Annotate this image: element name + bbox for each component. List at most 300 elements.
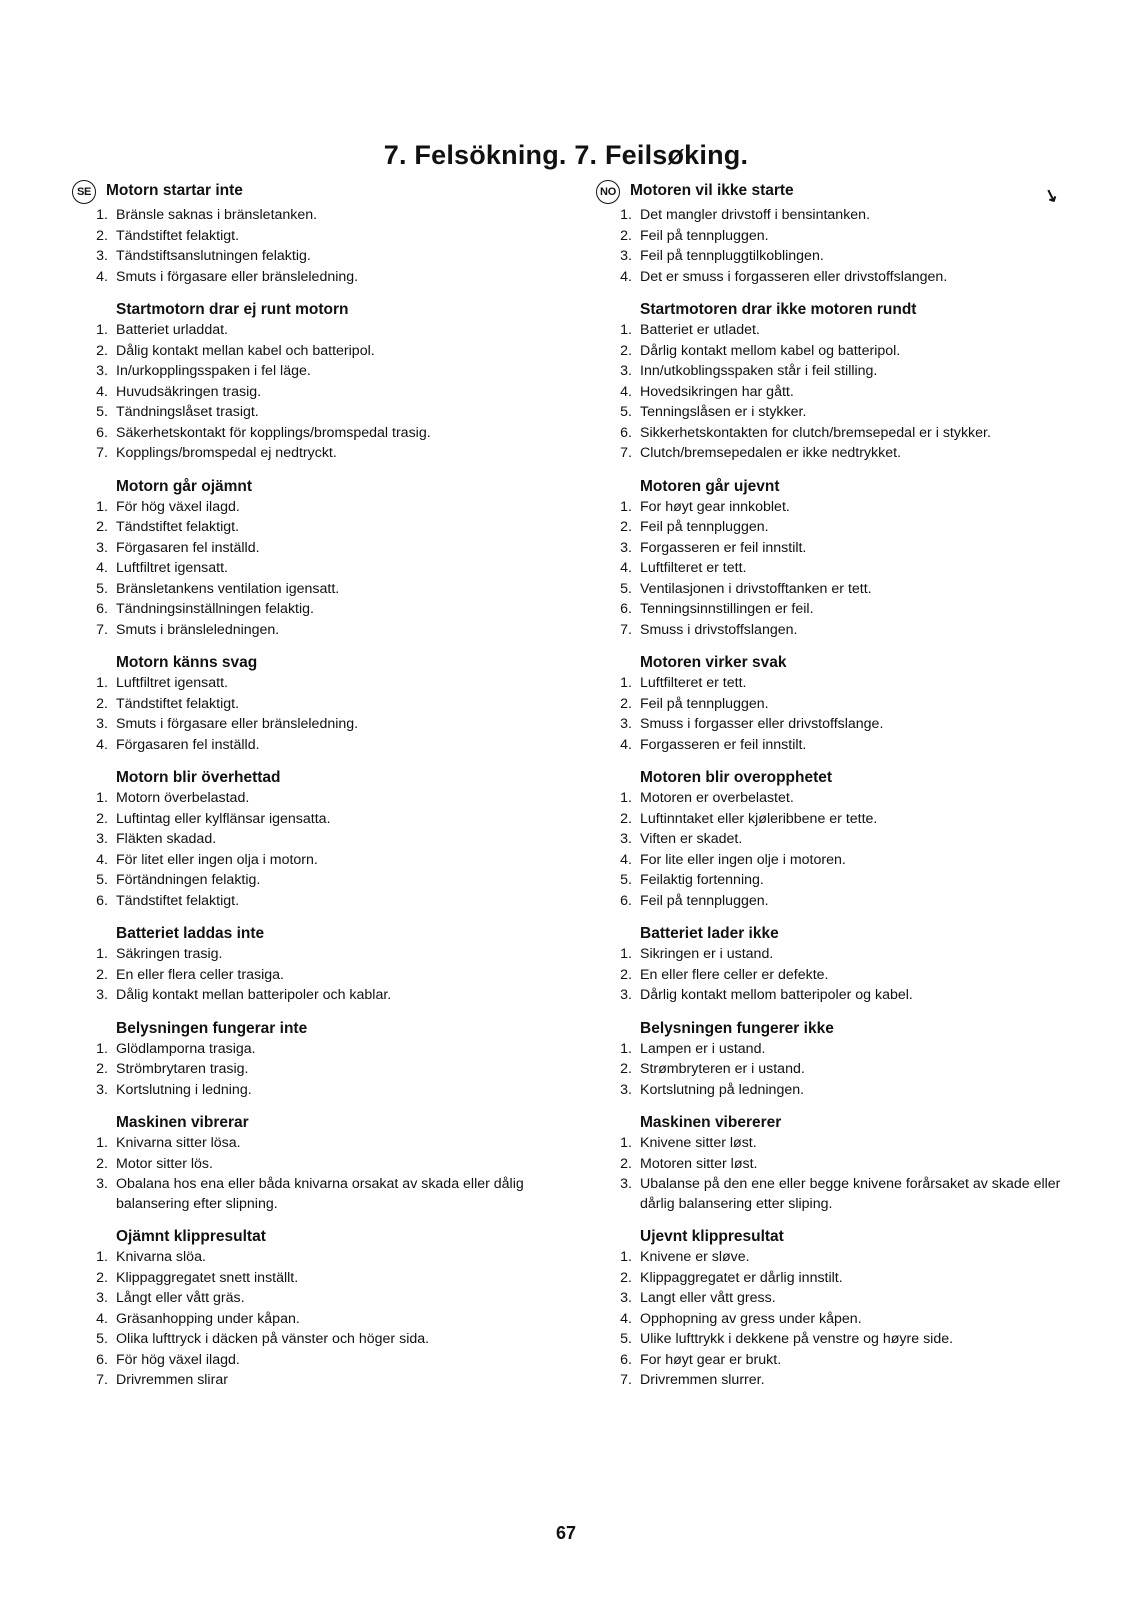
- troubleshooting-list: [596, 1134, 1072, 1214]
- list-item: [72, 559, 548, 579]
- list-item-text: Dålig kontakt mellan kabel och batteripol.: [116, 342, 375, 359]
- list-item-number: 7.: [620, 1372, 632, 1388]
- list-item-text: Smuts i förgasare eller bränsleledning.: [116, 716, 359, 732]
- section-heading: Startmotoren drar ikke motoren rundt: [640, 301, 917, 318]
- list-item-number: 1.: [620, 207, 632, 223]
- list-item: [72, 1040, 548, 1060]
- section-heading: Maskinen vibererer: [640, 1114, 782, 1131]
- list-item-number: 6.: [96, 1351, 108, 1368]
- list-item-text: Knivene er sløve.: [640, 1249, 750, 1265]
- list-item: [596, 383, 1072, 403]
- troubleshooting-section: [72, 654, 548, 755]
- list-item: [72, 1060, 548, 1080]
- list-item: [72, 580, 548, 600]
- list-item: [596, 830, 1072, 850]
- troubleshooting-list: [596, 674, 1072, 755]
- list-item-number: 3.: [96, 987, 108, 1003]
- list-item-number: 1.: [96, 790, 108, 806]
- list-item-number: 1.: [96, 322, 108, 338]
- list-item: [72, 789, 548, 809]
- list-item: [72, 444, 548, 464]
- list-item-number: 1.: [96, 207, 108, 223]
- troubleshooting-section: [596, 925, 1072, 1006]
- list-item-text: Det mangler drivstoff i bensintanken.: [640, 207, 871, 223]
- list-item: [596, 580, 1072, 600]
- list-item-text: Opphopning av gress under kåpen.: [640, 1310, 862, 1327]
- list-item-number: 7.: [96, 1372, 108, 1388]
- list-item: [596, 1175, 1072, 1214]
- list-item-text: Feil på tennpluggen.: [640, 892, 769, 909]
- list-item: [72, 518, 548, 538]
- list-item-number: 2.: [96, 1061, 108, 1077]
- list-item-number: 1.: [96, 498, 108, 515]
- list-item: [596, 600, 1072, 620]
- list-item-text: Fläkten skadad.: [116, 831, 217, 847]
- language-badge-no: NO: [596, 180, 620, 204]
- list-item: [72, 945, 548, 965]
- list-item-number: 3.: [620, 1081, 632, 1098]
- list-item-number: 1.: [620, 675, 632, 691]
- list-item-text: Tändningsinställningen felaktig.: [116, 601, 314, 617]
- troubleshooting-list: [596, 945, 1072, 1006]
- troubleshooting-list: [72, 945, 548, 1006]
- list-item: [72, 830, 548, 850]
- list-item: [596, 871, 1072, 891]
- list-item-number: 3.: [96, 1290, 108, 1306]
- list-item-number: 3.: [96, 248, 108, 264]
- list-item-text: Förgasaren fel inställd.: [116, 539, 260, 556]
- list-item: [596, 892, 1072, 912]
- list-item-number: 5.: [620, 1331, 632, 1347]
- list-item-number: 3.: [620, 363, 632, 379]
- list-item-number: 3.: [620, 987, 632, 1003]
- list-item: [72, 1330, 548, 1350]
- list-item: [596, 736, 1072, 756]
- list-item-number: 4.: [620, 383, 632, 400]
- list-item-text: Tenningslåsen er i stykker.: [640, 404, 807, 420]
- list-item-text: Feil på tennpluggen.: [640, 695, 769, 712]
- section-heading: Ujevnt klippresultat: [640, 1228, 784, 1245]
- list-item-text: Knivene sitter løst.: [640, 1135, 757, 1151]
- list-item: [72, 362, 548, 382]
- list-item-text: Det er smuss i forgasseren eller drivstoffslangen.: [640, 268, 948, 285]
- section-heading: Belysningen fungerer ikke: [640, 1019, 834, 1037]
- list-item-number: 1.: [620, 498, 632, 515]
- list-item-number: 1.: [620, 1135, 632, 1151]
- list-item-text: For lite eller ingen olje i motoren.: [640, 851, 846, 868]
- troubleshooting-list: [596, 1040, 1072, 1101]
- list-item: [72, 539, 548, 559]
- list-item-text: Knivarna slöa.: [116, 1249, 206, 1265]
- list-item-text: Ventilasjonen i drivstofftanken er tett.: [640, 580, 872, 597]
- list-item: [596, 342, 1072, 362]
- list-item: [596, 851, 1072, 871]
- list-item-text: Gräsanhopping under kåpan.: [116, 1310, 300, 1327]
- list-item: [72, 715, 548, 735]
- list-item: [596, 1081, 1072, 1101]
- section-heading: Motoren virker svak: [640, 654, 787, 671]
- section-heading: Belysningen fungerar inte: [116, 1019, 308, 1037]
- list-item-number: 1.: [96, 675, 108, 691]
- list-item-number: 3.: [620, 716, 632, 732]
- list-item: [72, 1289, 548, 1309]
- list-item-number: 3.: [620, 248, 632, 264]
- list-item: [596, 424, 1072, 444]
- list-item-text: Långt eller vått gräs.: [116, 1290, 245, 1306]
- list-item: [72, 498, 548, 518]
- list-item-text: Klippaggregatet snett inställt.: [116, 1269, 299, 1286]
- troubleshooting-section: [596, 1228, 1072, 1391]
- list-item-number: 1.: [96, 946, 108, 962]
- list-item-number: 1.: [620, 790, 632, 806]
- list-item: [596, 1155, 1072, 1175]
- list-item: [72, 986, 548, 1006]
- list-item: [596, 268, 1072, 288]
- list-item: [72, 600, 548, 620]
- list-item: [72, 1351, 548, 1371]
- list-item: [72, 1081, 548, 1101]
- list-item: [72, 966, 548, 986]
- troubleshooting-section: [72, 206, 548, 287]
- list-item: [596, 403, 1072, 423]
- list-item-text: Dårlig kontakt mellom kabel og batteripol.: [640, 342, 901, 359]
- list-item-number: 2.: [96, 342, 108, 359]
- list-item-number: 2.: [96, 519, 108, 535]
- list-item: [72, 810, 548, 830]
- list-item-text: Motorn överbelastad.: [116, 790, 250, 806]
- list-item: [596, 1330, 1072, 1350]
- list-item-text: Obalana hos ena eller båda knivarna orsakat av skada eller dålig balansering efter slipning.: [116, 1176, 524, 1212]
- handwritten-arrow-mark: ↘: [1041, 184, 1061, 207]
- troubleshooting-list: [72, 321, 548, 464]
- list-item: [596, 695, 1072, 715]
- list-item: [72, 247, 548, 267]
- section-heading: Batteriet lader ikke: [640, 925, 779, 942]
- troubleshooting-list: [72, 1040, 548, 1101]
- troubleshooting-section: [72, 301, 548, 464]
- list-item-number: 2.: [620, 810, 632, 827]
- list-item-number: 4.: [96, 1310, 108, 1327]
- list-item: [596, 1269, 1072, 1289]
- list-item: [72, 1134, 548, 1154]
- section-heading: Ojämnt klippresultat: [116, 1228, 266, 1245]
- list-item: [596, 945, 1072, 965]
- list-item: [596, 1351, 1072, 1371]
- list-item-number: 2.: [620, 1269, 632, 1286]
- list-item: [72, 695, 548, 715]
- list-item-text: En eller flera celler trasiga.: [116, 966, 284, 983]
- list-item-text: Kortslutning i ledning.: [116, 1081, 252, 1098]
- list-item-text: Strömbrytaren trasig.: [116, 1061, 249, 1077]
- list-item-number: 6.: [96, 892, 108, 909]
- list-item-text: Feil på tennpluggtilkoblingen.: [640, 248, 824, 264]
- list-item-number: 3.: [620, 1176, 632, 1192]
- section-heading: Motorn går ojämnt: [116, 477, 253, 495]
- list-item-number: 1.: [620, 1249, 632, 1265]
- list-item-text: Förgasaren fel inställd.: [116, 736, 260, 753]
- page-number: 67: [555, 1523, 577, 1543]
- list-item: [596, 518, 1072, 538]
- list-item-text: Kopplings/bromspedal ej nedtryckt.: [116, 445, 337, 461]
- list-item-number: 2.: [620, 966, 632, 983]
- list-item-text: Glödlamporna trasiga.: [116, 1040, 256, 1057]
- list-item-text: Sikkerhetskontakten for clutch/bremsepedal er i stykker.: [640, 424, 991, 441]
- list-item: [596, 559, 1072, 579]
- list-item-text: För litet eller ingen olja i motorn.: [116, 851, 318, 868]
- column-norwegian: [596, 180, 1072, 1405]
- list-item-number: 2.: [96, 695, 108, 712]
- list-item: [72, 1175, 548, 1214]
- list-item-number: 4.: [96, 383, 108, 400]
- troubleshooting-section: [72, 1020, 548, 1101]
- list-item-text: Tändstiftet felaktigt.: [116, 519, 240, 535]
- list-item-number: 2.: [620, 227, 632, 244]
- list-item-number: 3.: [96, 1081, 108, 1098]
- list-item-number: 3.: [620, 539, 632, 556]
- list-item: [596, 674, 1072, 694]
- list-item: [72, 871, 548, 891]
- list-item-text: Tändstiftet felaktigt.: [116, 892, 240, 909]
- list-item-number: 5.: [620, 404, 632, 420]
- list-item-number: 4.: [96, 560, 108, 576]
- list-item: [596, 1248, 1072, 1268]
- list-item-text: Dårlig kontakt mellom batteripoler og kabel.: [640, 987, 913, 1003]
- list-item: [596, 444, 1072, 464]
- list-item: [72, 424, 548, 444]
- troubleshooting-section: [596, 769, 1072, 911]
- list-item-number: 2.: [96, 810, 108, 827]
- list-item-text: Motoren er overbelastet.: [640, 790, 794, 806]
- troubleshooting-section: [72, 1228, 548, 1391]
- list-item: [596, 966, 1072, 986]
- list-item-text: Viften er skadet.: [640, 831, 743, 847]
- list-item-text: Smuss i forgasser eller drivstoffslange.: [640, 716, 884, 732]
- section-heading: Motorn känns svag: [116, 654, 258, 671]
- list-item-text: Tändstiftsanslutningen felaktig.: [116, 248, 311, 264]
- list-item-number: 2.: [620, 342, 632, 359]
- list-item: [72, 206, 548, 226]
- list-item-text: En eller flere celler er defekte.: [640, 966, 829, 983]
- troubleshooting-section: [72, 769, 548, 911]
- list-item: [596, 1134, 1072, 1154]
- list-item: [596, 810, 1072, 830]
- list-item-number: 4.: [620, 560, 632, 576]
- list-item: [596, 321, 1072, 341]
- list-item-number: 4.: [620, 736, 632, 753]
- list-item: [596, 498, 1072, 518]
- list-item-text: Smuts i bränsleledningen.: [116, 621, 280, 638]
- troubleshooting-list: [72, 674, 548, 755]
- list-item-text: Tändstiftet felaktigt.: [116, 227, 240, 244]
- list-item: [72, 892, 548, 912]
- section-heading: Motorn blir överhettad: [116, 769, 281, 786]
- list-item-text: In/urkopplingsspaken i fel läge.: [116, 363, 311, 379]
- list-item-number: 2.: [620, 1061, 632, 1077]
- troubleshooting-list: [72, 1248, 548, 1391]
- list-item-number: 4.: [620, 1310, 632, 1327]
- language-heading-swedish: [72, 180, 548, 204]
- list-item: [72, 621, 548, 641]
- list-item-number: 5.: [620, 580, 632, 597]
- list-item: [596, 1060, 1072, 1080]
- troubleshooting-list: [72, 1134, 548, 1214]
- list-item-text: Luftfilteret er tett.: [640, 675, 747, 691]
- list-item-number: 2.: [96, 1155, 108, 1172]
- list-item-number: 1.: [96, 1135, 108, 1151]
- section-heading: Maskinen vibrerar: [116, 1114, 249, 1131]
- troubleshooting-list: [596, 206, 1072, 287]
- list-item-text: Bränsletankens ventilation igensatt.: [116, 580, 340, 597]
- list-item-text: Forgasseren er feil innstilt.: [640, 539, 807, 556]
- troubleshooting-list: [596, 789, 1072, 911]
- list-item-text: Knivarna sitter lösa.: [116, 1135, 241, 1151]
- list-item: [72, 1248, 548, 1268]
- list-item-text: Hovedsikringen har gått.: [640, 383, 794, 400]
- list-item-text: Luftintag eller kylflänsar igensatta.: [116, 810, 331, 827]
- list-item-number: 2.: [620, 519, 632, 535]
- list-item-number: 1.: [620, 1040, 632, 1057]
- list-item-number: 6.: [620, 601, 632, 617]
- troubleshooting-list: [72, 789, 548, 911]
- section-heading: Motoren vil ikke starte: [630, 182, 794, 199]
- list-item-number: 5.: [96, 1331, 108, 1347]
- list-item-text: Feil på tennpluggen.: [640, 519, 769, 535]
- column-swedish: [72, 180, 548, 1405]
- list-item-number: 6.: [96, 601, 108, 617]
- troubleshooting-section: [596, 654, 1072, 755]
- troubleshooting-list: [72, 498, 548, 641]
- list-item-number: 3.: [96, 1176, 108, 1192]
- list-item: [72, 1371, 548, 1391]
- list-item-number: 6.: [96, 424, 108, 441]
- list-item-number: 2.: [96, 1269, 108, 1286]
- list-item-text: Motor sitter lös.: [116, 1155, 213, 1172]
- list-item-text: Drivremmen slurrer.: [640, 1372, 765, 1388]
- list-item: [72, 1155, 548, 1175]
- list-item-text: Feil på tennpluggen.: [640, 227, 769, 244]
- list-item-text: Motoren sitter løst.: [640, 1155, 758, 1172]
- troubleshooting-section: [596, 478, 1072, 641]
- list-item-number: 3.: [96, 831, 108, 847]
- list-item-text: Tändstiftet felaktigt.: [116, 695, 240, 712]
- list-item-text: Smuts i förgasare eller bränsleledning.: [116, 268, 359, 285]
- troubleshooting-list: [72, 206, 548, 287]
- list-item: [596, 247, 1072, 267]
- list-item-text: För hög växel ilagd.: [116, 1351, 240, 1368]
- list-item-number: 5.: [96, 404, 108, 420]
- list-item-text: För hög växel ilagd.: [116, 498, 240, 515]
- troubleshooting-list: [596, 321, 1072, 464]
- list-item-text: Batteriet er utladet.: [640, 322, 760, 338]
- list-item: [72, 674, 548, 694]
- troubleshooting-section: [596, 1114, 1072, 1214]
- list-item-text: Clutch/bremsepedalen er ikke nedtrykket.: [640, 445, 902, 461]
- list-item: [596, 1310, 1072, 1330]
- troubleshooting-section: [596, 1020, 1072, 1101]
- list-item-text: Dålig kontakt mellan batteripoler och kablar.: [116, 987, 392, 1003]
- list-item-text: Luftfiltret igensatt.: [116, 675, 228, 691]
- list-item-number: 3.: [96, 716, 108, 732]
- list-item-number: 7.: [96, 445, 108, 461]
- list-item-text: Forgasseren er feil innstilt.: [640, 736, 807, 753]
- list-item-number: 3.: [96, 539, 108, 556]
- list-item-number: 7.: [620, 621, 632, 638]
- list-item: [596, 362, 1072, 382]
- list-item-number: 7.: [620, 445, 632, 461]
- list-item: [596, 1040, 1072, 1060]
- two-column-layout: [72, 180, 1072, 1405]
- list-item-text: Ubalanse på den ene eller begge knivene forårsaket av skade eller dårlig balansering etter sliping.: [640, 1176, 1061, 1212]
- list-item: [596, 789, 1072, 809]
- section-heading: Startmotorn drar ej runt motorn: [116, 301, 349, 318]
- list-item-text: Lampen er i ustand.: [640, 1040, 766, 1057]
- list-item-number: 5.: [620, 872, 632, 888]
- list-item: [72, 227, 548, 247]
- list-item: [72, 342, 548, 362]
- list-item-text: Ulike lufttrykk i dekkene på venstre og høyre side.: [640, 1331, 954, 1347]
- list-item: [596, 1371, 1072, 1391]
- list-item-number: 2.: [96, 227, 108, 244]
- page-title: 7. Felsökning. 7. Feilsøking.: [383, 140, 749, 170]
- list-item-text: Drivremmen slirar: [116, 1372, 228, 1388]
- list-item-number: 1.: [96, 1249, 108, 1265]
- list-item-text: Säkringen trasig.: [116, 946, 223, 962]
- list-item-text: Sikringen er i ustand.: [640, 946, 774, 962]
- list-item-text: For høyt gear er brukt.: [640, 1351, 782, 1368]
- list-item-number: 6.: [620, 1351, 632, 1368]
- list-item-text: Förtändningen felaktig.: [116, 872, 261, 888]
- list-item: [596, 715, 1072, 735]
- section-heading: Motoren går ujevnt: [640, 477, 780, 495]
- list-item-number: 6.: [620, 892, 632, 909]
- list-item-text: Säkerhetskontakt för kopplings/bromspedal trasig.: [116, 424, 431, 441]
- troubleshooting-list: [596, 498, 1072, 641]
- troubleshooting-section: [72, 478, 548, 641]
- list-item-number: 4.: [96, 851, 108, 868]
- section-heading: Batteriet laddas inte: [116, 925, 265, 942]
- list-item: [72, 851, 548, 871]
- list-item-text: Langt eller vått gress.: [640, 1290, 776, 1306]
- list-item-text: Luftfiltret igensatt.: [116, 560, 228, 576]
- section-heading: Motoren blir overopphetet: [640, 769, 833, 786]
- troubleshooting-section: [72, 1114, 548, 1214]
- list-item-text: Huvudsäkringen trasig.: [116, 383, 262, 400]
- list-item-text: For høyt gear innkoblet.: [640, 498, 790, 515]
- list-item-text: Kortslutning på ledningen.: [640, 1081, 805, 1098]
- language-heading-norwegian: [596, 180, 1072, 204]
- list-item: [596, 227, 1072, 247]
- list-item-text: Inn/utkoblingsspaken står i feil stilling.: [640, 363, 878, 379]
- list-item-number: 3.: [96, 363, 108, 379]
- list-item-number: 1.: [620, 322, 632, 338]
- list-item-text: Luftfilteret er tett.: [640, 560, 747, 576]
- list-item-text: Luftinntaket eller kjøleribbene er tette.: [640, 810, 878, 827]
- list-item-number: 3.: [620, 1290, 632, 1306]
- list-item: [72, 403, 548, 423]
- list-item: [72, 736, 548, 756]
- list-item-text: Olika lufttryck i däcken på vänster och höger sida.: [116, 1331, 430, 1347]
- list-item-number: 4.: [96, 736, 108, 753]
- troubleshooting-list: [596, 1248, 1072, 1391]
- list-item-number: 7.: [96, 621, 108, 638]
- list-item: [596, 539, 1072, 559]
- list-item-number: 2.: [620, 1155, 632, 1172]
- list-item: [72, 321, 548, 341]
- list-item: [596, 621, 1072, 641]
- list-item: [72, 268, 548, 288]
- list-item-text: Smuss i drivstoffslangen.: [640, 621, 798, 638]
- list-item-number: 5.: [96, 872, 108, 888]
